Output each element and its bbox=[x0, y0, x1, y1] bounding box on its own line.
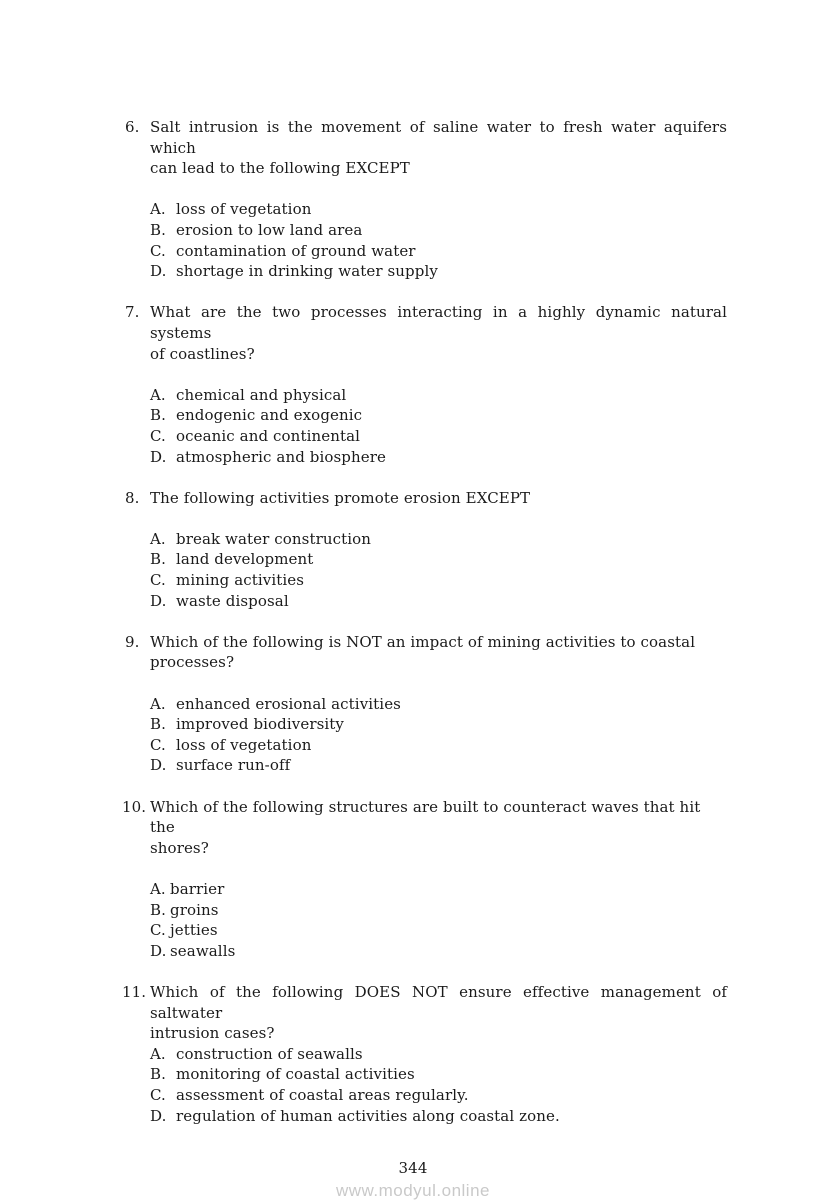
option-letter: B. bbox=[150, 715, 166, 734]
option-letter: C. bbox=[150, 571, 166, 590]
option-text: land development bbox=[176, 550, 314, 569]
question-text bbox=[150, 488, 727, 509]
question-8 bbox=[122, 488, 727, 612]
option-letter: A. bbox=[150, 385, 166, 404]
option-row bbox=[150, 447, 727, 468]
question-text bbox=[150, 302, 727, 364]
option-row bbox=[150, 714, 727, 735]
option-row bbox=[150, 241, 727, 262]
option-letter: D. bbox=[150, 447, 167, 466]
question-text-line: shores? bbox=[150, 838, 209, 857]
question-text-line: Salt intrusion is the movement of saline water to fresh water aquifers which bbox=[150, 118, 727, 157]
option-row bbox=[150, 549, 727, 570]
option-letter: A. bbox=[150, 1044, 166, 1063]
option-letter: B. bbox=[150, 1065, 166, 1084]
option-row bbox=[150, 570, 727, 591]
option-row bbox=[150, 261, 727, 282]
question-text-line: Which of the following is NOT an impact of mining activities to coastal bbox=[150, 632, 696, 651]
option-row bbox=[150, 900, 727, 921]
option-row bbox=[150, 405, 727, 426]
option-letter: A. bbox=[150, 200, 166, 219]
page-footer bbox=[0, 1158, 826, 1201]
page-number: 344 bbox=[398, 1159, 428, 1178]
option-letter: B. bbox=[150, 406, 166, 425]
option-letter: D. bbox=[150, 1106, 167, 1125]
question-text bbox=[150, 117, 727, 179]
option-letter: D. bbox=[150, 262, 167, 281]
question-number: 10. bbox=[122, 797, 147, 816]
options-list bbox=[150, 694, 727, 776]
option-letter: C. bbox=[150, 735, 166, 754]
question-6 bbox=[122, 117, 727, 282]
question-text-line: can lead to the following EXCEPT bbox=[150, 159, 410, 178]
option-letter: B. bbox=[150, 900, 166, 919]
option-row bbox=[150, 220, 727, 241]
option-text: monitoring of coastal activities bbox=[176, 1065, 415, 1084]
question-text-line: Which of the following DOES NOT ensure effective management of saltwater bbox=[150, 982, 727, 1022]
option-text: seawalls bbox=[170, 941, 236, 960]
option-text: assessment of coastal areas regularly. bbox=[176, 1085, 469, 1104]
option-row bbox=[150, 385, 727, 406]
question-7 bbox=[122, 302, 727, 467]
option-row bbox=[150, 1044, 727, 1065]
option-letter: C. bbox=[150, 1085, 166, 1104]
question-11 bbox=[122, 982, 727, 1126]
option-row bbox=[150, 1085, 727, 1106]
question-text-line: processes? bbox=[150, 653, 235, 672]
option-text: construction of seawalls bbox=[176, 1044, 363, 1063]
option-row bbox=[150, 529, 727, 550]
option-letter: B. bbox=[150, 220, 166, 239]
question-number: 11. bbox=[122, 982, 147, 1001]
option-text: improved biodiversity bbox=[176, 715, 344, 734]
option-text: shortage in drinking water supply bbox=[176, 262, 438, 281]
option-letter: C. bbox=[150, 241, 166, 260]
question-text bbox=[150, 797, 727, 859]
options-list bbox=[150, 1044, 727, 1126]
question-9 bbox=[122, 632, 727, 776]
option-text: oceanic and continental bbox=[176, 426, 361, 445]
question-text-line: Which of the following structures are built to counteract waves that hit the bbox=[150, 797, 701, 837]
option-letter: D. bbox=[150, 591, 167, 610]
option-letter: C. bbox=[150, 921, 166, 940]
option-text: enhanced erosional activities bbox=[176, 694, 401, 713]
option-row bbox=[150, 879, 727, 900]
option-text: erosion to low land area bbox=[176, 220, 363, 239]
option-row bbox=[150, 591, 727, 612]
question-text bbox=[150, 982, 727, 1044]
option-letter: D. bbox=[150, 756, 167, 775]
option-text: endogenic and exogenic bbox=[176, 406, 363, 425]
option-letter: A. bbox=[150, 694, 166, 713]
option-row bbox=[150, 755, 727, 776]
option-text: mining activities bbox=[176, 571, 305, 590]
option-row bbox=[150, 941, 727, 962]
question-number: 7. bbox=[125, 303, 140, 322]
option-text: barrier bbox=[170, 879, 225, 898]
question-text-line: What are the two processes interacting in a highly dynamic natural systems bbox=[150, 303, 727, 342]
option-letter: C. bbox=[150, 426, 166, 445]
option-letter: B. bbox=[150, 550, 166, 569]
option-text: loss of vegetation bbox=[176, 735, 312, 754]
question-text-line: of coastlines? bbox=[150, 344, 255, 363]
option-text: loss of vegetation bbox=[176, 200, 312, 219]
option-row bbox=[150, 735, 727, 756]
option-text: groins bbox=[170, 900, 219, 919]
option-text: atmospheric and biosphere bbox=[176, 447, 386, 466]
options-list bbox=[150, 879, 727, 961]
options-list bbox=[150, 199, 727, 281]
option-text: waste disposal bbox=[176, 591, 289, 610]
option-row bbox=[150, 426, 727, 447]
question-text bbox=[150, 632, 727, 673]
options-list bbox=[150, 385, 727, 467]
option-row bbox=[150, 694, 727, 715]
question-10 bbox=[122, 797, 727, 962]
option-letter: D. bbox=[150, 941, 167, 960]
option-text: surface run-off bbox=[176, 756, 291, 775]
option-text: contamination of ground water bbox=[176, 241, 416, 260]
question-text-line: The following activities promote erosion EXCEPT bbox=[150, 488, 531, 507]
option-row bbox=[150, 1064, 727, 1085]
option-row bbox=[150, 199, 727, 220]
question-text-line: intrusion cases? bbox=[150, 1024, 275, 1043]
question-number: 9. bbox=[125, 632, 140, 651]
option-text: break water construction bbox=[176, 529, 372, 548]
option-text: chemical and physical bbox=[176, 385, 347, 404]
option-letter: A. bbox=[150, 879, 166, 898]
option-letter: A. bbox=[150, 529, 166, 548]
question-number: 6. bbox=[125, 118, 140, 136]
option-text: jetties bbox=[170, 921, 218, 940]
option-row bbox=[150, 920, 727, 941]
options-list bbox=[150, 529, 727, 611]
option-text: regulation of human activities along coastal zone. bbox=[176, 1106, 560, 1125]
question-number: 8. bbox=[125, 488, 140, 507]
watermark: www.modyul.online bbox=[335, 1180, 490, 1200]
option-row bbox=[150, 1106, 727, 1127]
